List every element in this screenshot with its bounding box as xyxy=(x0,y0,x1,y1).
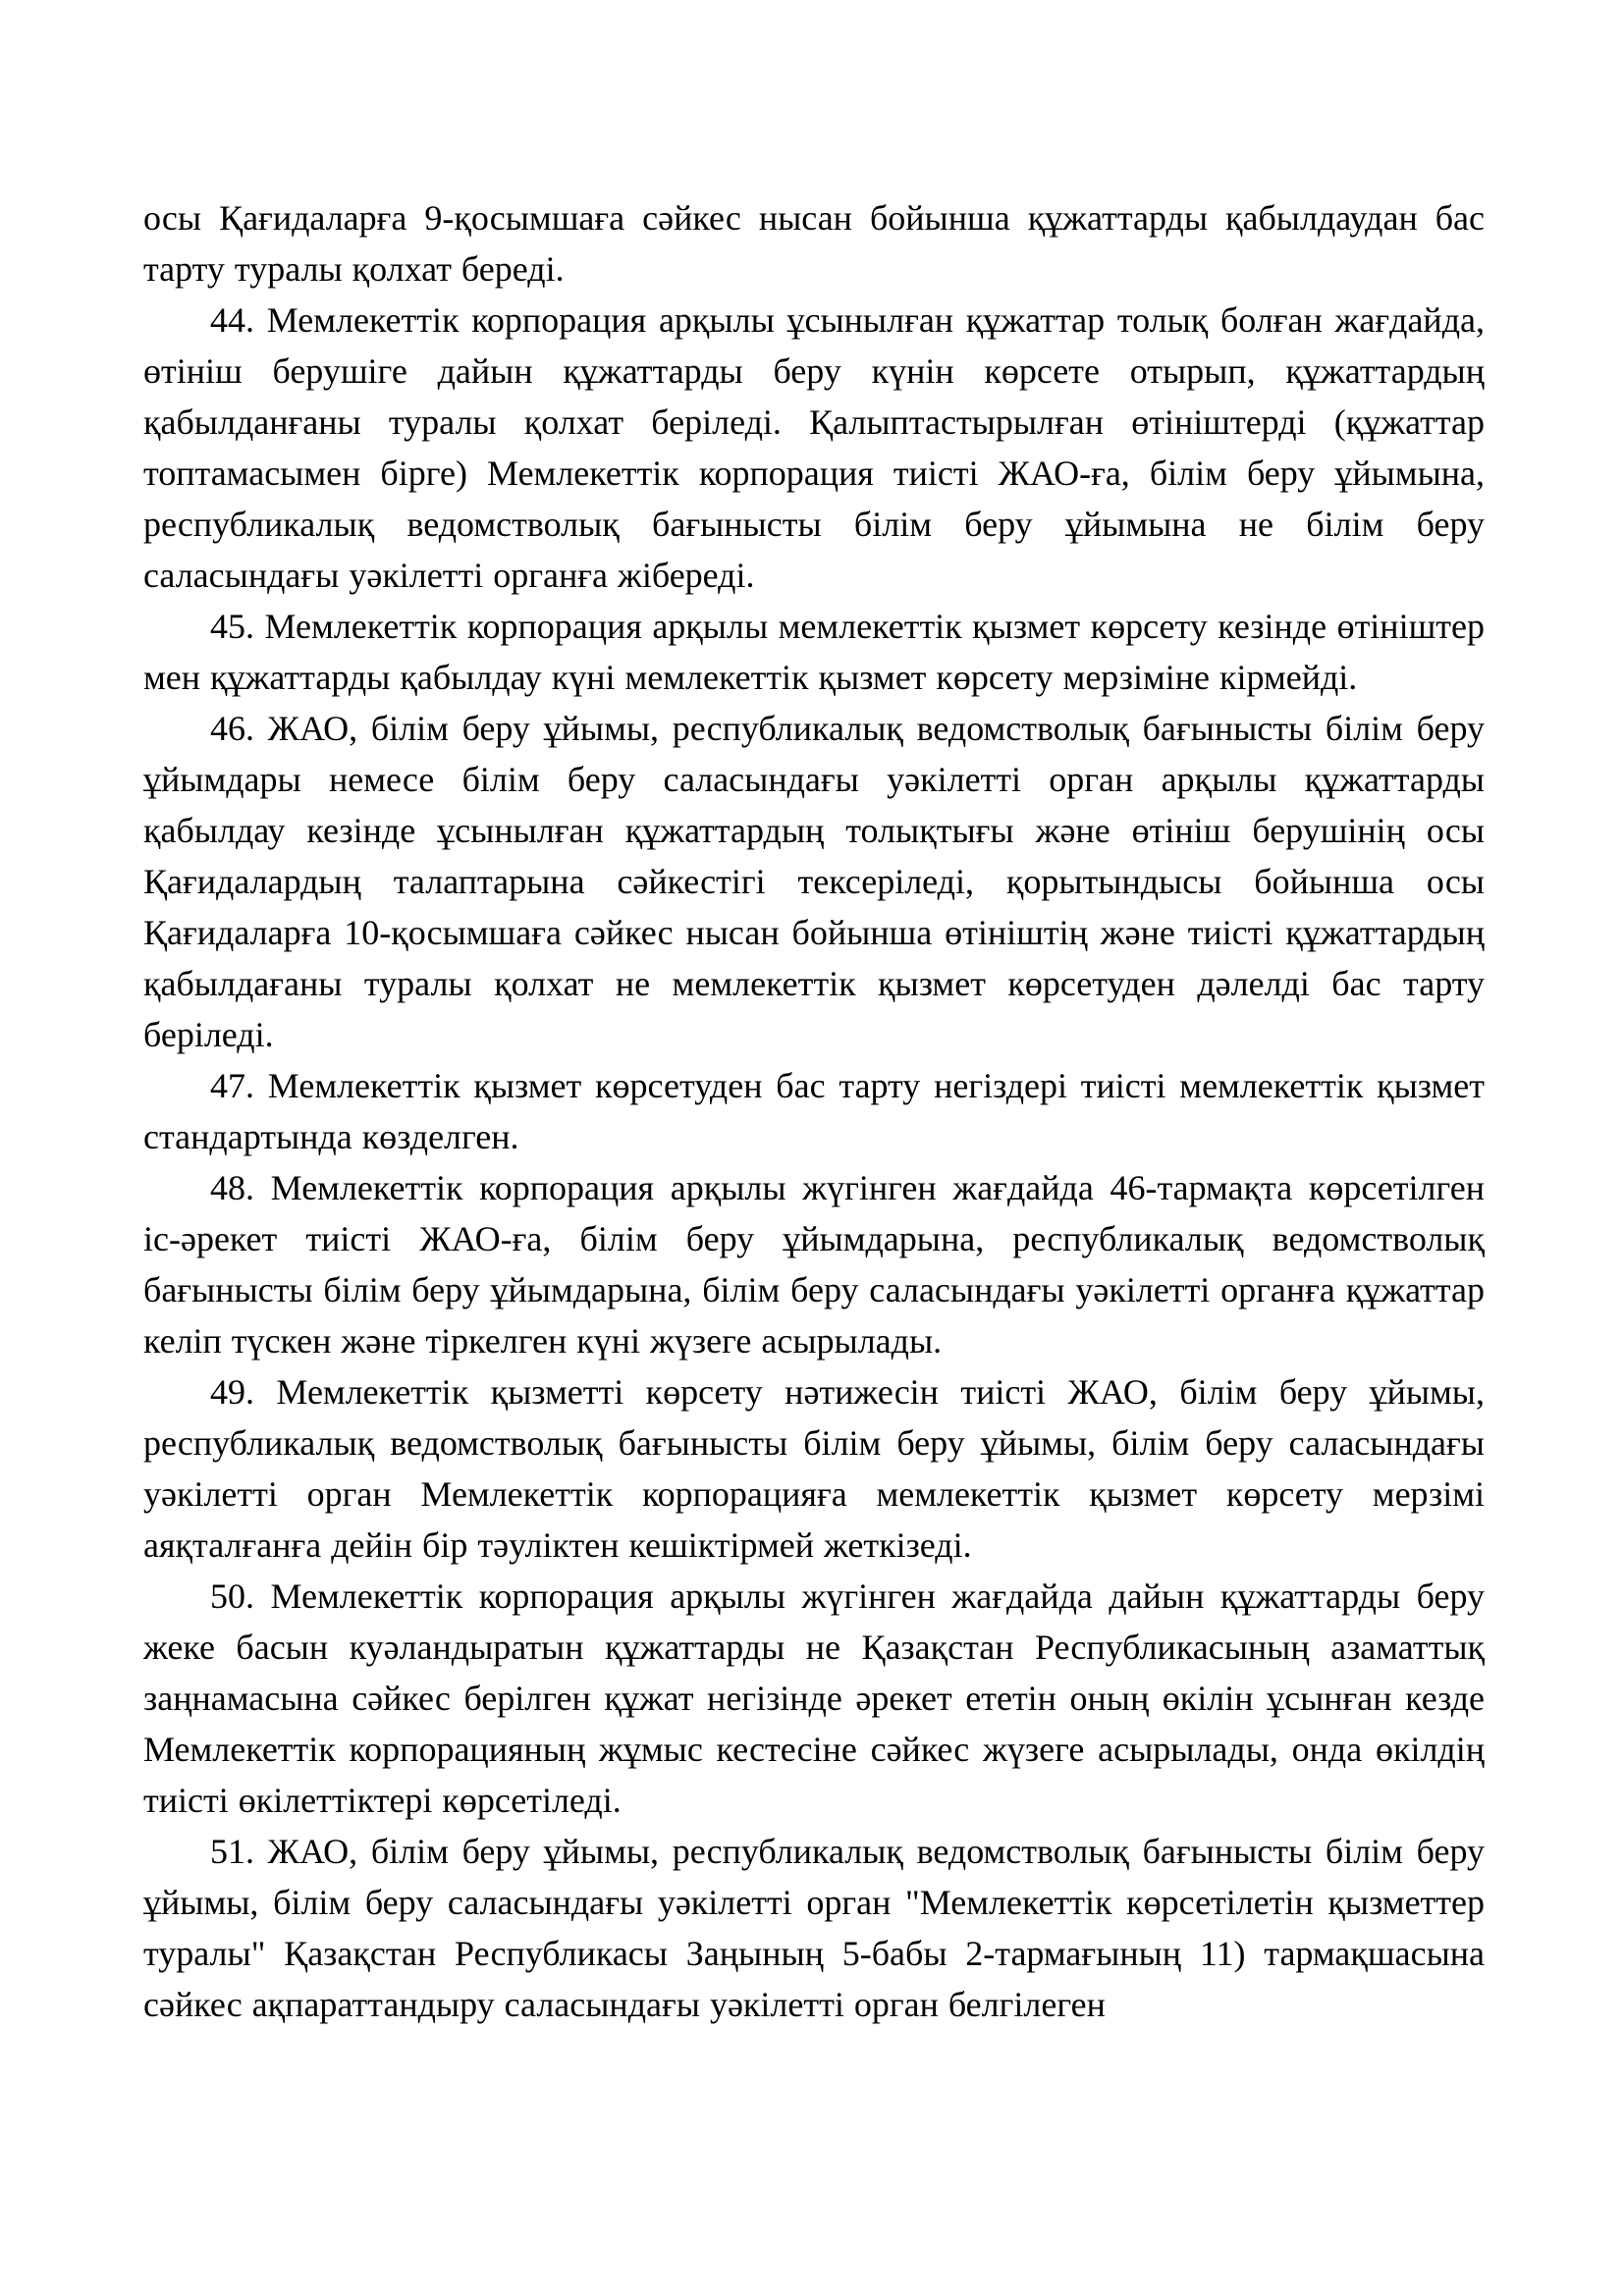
paragraph-45: 45. Мемлекеттік корпорация арқылы мемлекеттік қызмет көрсету кезінде өтініштер мен құжаттарды қабылдау күні мемлекеттік қызмет көрсету мерзіміне кірмейді. xyxy=(143,607,1485,697)
paragraph-48: 48. Мемлекеттік корпорация арқылы жүгінген жағдайда 46-тармақта көрсетілген іс-әрекет тиісті ЖАО-ға, білім беру ұйымдарына, республикалық ведомстволық бағынысты білім беру ұйымдарына, білім беру саласындағы уәкілетті органға құжаттар келіп түскен және тіркелген күні жүзеге асырылады. xyxy=(143,1168,1485,1361)
paragraph-49: 49. Мемлекеттік қызметті көрсету нәтижесін тиісті ЖАО, білім беру ұйымы, республикалық ведомстволық бағынысты білім беру ұйымы, білім беру саласындағы уәкілетті орган Мемлекеттік корпорацияға мемлекеттік қызмет көрсету мерзімі аяқталғанға дейін бір тәуліктен кешіктірмей жеткізеді. xyxy=(143,1372,1485,1565)
paragraph-44: 44. Мемлекеттік корпорация арқылы ұсынылған құжаттар толық болған жағдайда, өтініш берушіге дайын құжаттарды беру күнін көрсете отырып, құжаттардың қабылданғаны туралы қолхат беріледі. Қалыптастырылған өтініштерді (құжаттар топтамасымен бірге) Мемлекеттік корпорация тиісті ЖАО-ға, білім беру ұйымына, республикалық ведомстволық бағынысты білім беру ұйымына не білім беру саласындағы уәкілетті органға жібереді. xyxy=(143,300,1485,595)
document-text-block xyxy=(143,192,1485,2030)
paragraph-46: 46. ЖАО, білім беру ұйымы, республикалық ведомстволық бағынысты білім беру ұйымдары немесе білім беру саласындағы уәкілетті орган арқылы құжаттарды қабылдау кезінде ұсынылған құжаттардың толықтығы және өтініш берушінің осы Қағидалардың талаптарына сәйкестігі тексеріледі, қорытындысы бойынша осы Қағидаларға 10-қосымшаға сәйкес нысан бойынша өтініштің және тиісті құжаттардың қабылдағаны туралы қолхат не мемлекеттік қызмет көрсетуден дәлелді бас тарту беріледі. xyxy=(143,709,1485,1054)
paragraph-51: 51. ЖАО, білім беру ұйымы, республикалық ведомстволық бағынысты білім беру ұйымы, білім беру саласындағы уәкілетті орган "Мемлекеттік көрсетілетін қызметтер туралы" Қазақстан Республикасы Заңының 5-бабы 2-тармағының 11) тармақшасына сәйкес ақпараттандыру саласындағы уәкілетті орган белгілеген xyxy=(143,1832,1485,2024)
paragraph-47: 47. Мемлекеттік қызмет көрсетуден бас тарту негіздері тиісті мемлекеттік қызмет стандартында көзделген. xyxy=(143,1066,1485,1156)
paragraph-50: 50. Мемлекеттік корпорация арқылы жүгінген жағдайда дайын құжаттарды беру жеке басын куәландыратын құжаттарды не Қазақстан Республикасының азаматтық заңнамасына сәйкес берілген құжат негізінде әрекет ететін оның өкілін ұсынған кезде Мемлекеттік корпорацияның жұмыс кестесіне сәйкес жүзеге асырылады, онда өкілдің тиісті өкілеттіктері көрсетіледі. xyxy=(143,1576,1485,1820)
paragraph-continuation: осы Қағидаларға 9-қосымшаға сәйкес нысан бойынша құжаттарды қабылдаудан бас тарту туралы қолхат береді. xyxy=(143,198,1485,289)
